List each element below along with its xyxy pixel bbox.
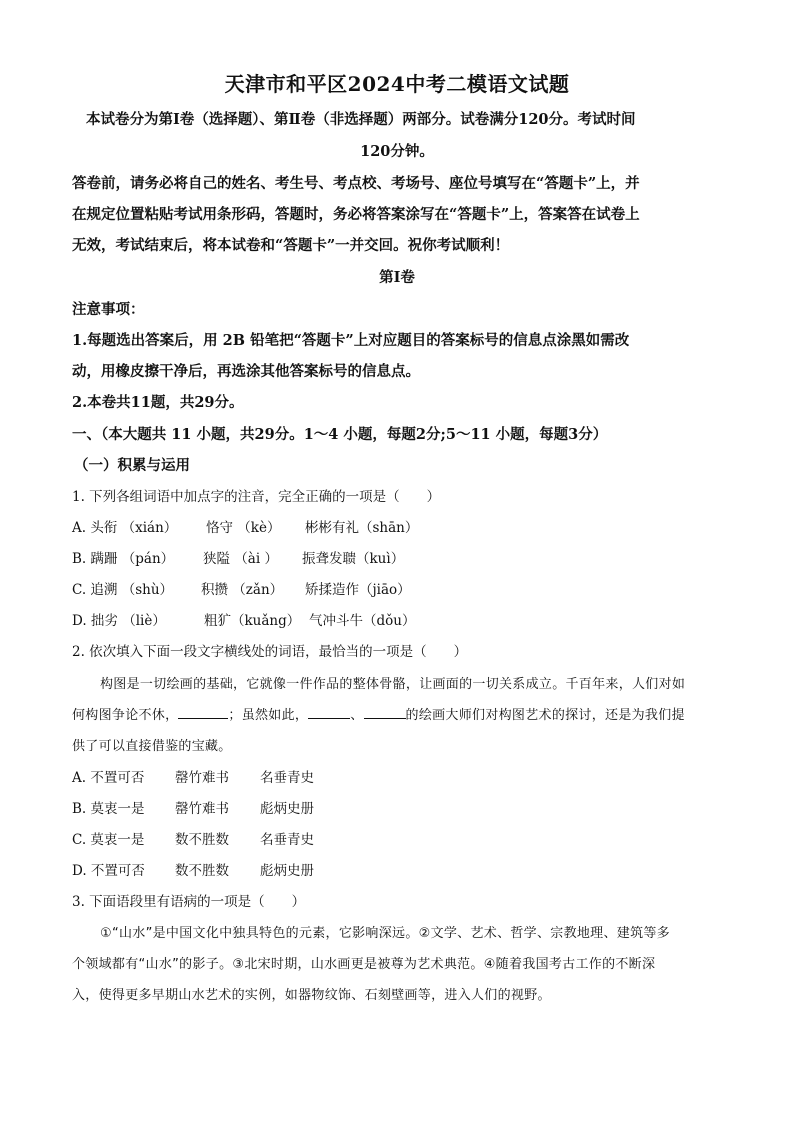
q2-passage-line-3: 供了可以直接借鉴的宝藏。 [72, 739, 232, 754]
q2-passage-text-a: 何构图争论不休， [72, 708, 179, 723]
q2-option-c-word1: C. 莫衷一是 [72, 832, 145, 848]
q2-option-c-word3: 名垂青史 [260, 832, 314, 848]
q2-option-a-word2: 罄竹难书 [175, 770, 229, 786]
q2-option-d-word1: D. 不置可否 [72, 863, 145, 879]
intro-line-5: 无效，考试结束后，将本试卷和“答题卡”一并交回。祝你考试顺利！ [72, 237, 510, 254]
q2-blank-2 [308, 706, 350, 719]
q2-option-a-word1: A. 不置可否 [72, 770, 145, 786]
notice-heading: 注意事项： [72, 301, 145, 318]
q2-option-b-word3: 彪炳史册 [260, 801, 314, 817]
q2-option-b-word1: B. 莫衷一是 [72, 801, 145, 817]
q1-option-b-word3: 振聋发聩（kuì） [302, 551, 405, 567]
q2-blank-1 [178, 706, 228, 719]
q1-option-d-word2: 粗犷（kuǎng） [204, 613, 301, 629]
volume-heading: 第Ⅰ卷 [379, 269, 415, 286]
q2-passage-text-d: 的绘画大师们对构图艺术的探讨，还是为我们提 [405, 708, 685, 723]
question-3-stem: 3. 下面语段里有语病的一项是（ ） [72, 894, 306, 910]
q1-option-b-word2: 狭隘 （ài ） [203, 551, 278, 567]
q2-option-a-word3: 名垂青史 [260, 770, 314, 786]
q1-option-b-word1: B. 蹒跚 （pán） [72, 551, 175, 567]
q2-option-d-word3: 彪炳史册 [260, 863, 314, 879]
question-1-stem: 1. 下列各组词语中加点字的注音，完全正确的一项是（ ） [72, 489, 441, 505]
q1-option-a-word1: A. 头衔 （xián） [72, 520, 178, 536]
q2-passage-text-c: 、 [350, 708, 364, 723]
section-heading: 一、（本大题共 11 小题，共29分。1～4 小题，每题2分;5～11 小题，每题3分） [72, 426, 608, 443]
q2-passage-line-2 [72, 704, 685, 723]
q1-option-a-word3: 彬彬有礼（shān） [305, 520, 419, 536]
q1-option-a-word2: 恪守 （kè） [206, 520, 281, 536]
intro-line-1: 本试卷分为第Ⅰ卷（选择题）、第Ⅱ卷（非选择题）两部分。试卷满分120分。考试时间 [86, 111, 636, 128]
q2-blank-3 [364, 706, 406, 719]
intro-line-3: 答卷前，请务必将自己的姓名、考生号、考点校、考场号、座位号填写在“答题卡”上，并 [72, 175, 640, 192]
q3-passage-line-2: 个领域都有“山水”的影子。③北宋时期，山水画更是被尊为艺术典范。④随着我国考古工作的不断深 [72, 957, 656, 972]
subsection-heading: （一）积累与运用 [74, 457, 190, 474]
q1-option-d-word3: 气冲斗牛（dǒu） [309, 613, 416, 629]
q3-passage-line-3: 入，使得更多早期山水艺术的实例，如器物纹饰、石刻壁画等，进入人们的视野。 [72, 988, 551, 1003]
q1-option-c-word3: 矫揉造作（jiāo） [305, 582, 411, 598]
notice-line-3: 2.本卷共11题，共29分。 [72, 394, 244, 411]
question-2-stem: 2. 依次填入下面一段文字横线处的词语，最恰当的一项是（ ） [72, 644, 468, 660]
q2-passage-text-b: ；虽然如此， [228, 708, 309, 723]
q2-option-c-word2: 数不胜数 [175, 832, 229, 848]
exam-title: 天津市和平区2024中考二模语文试题 [224, 72, 570, 96]
intro-line-4: 在规定位置粘贴考试用条形码，答题时，务必将答案涂写在“答题卡”上，答案答在试卷上 [72, 206, 640, 223]
q1-option-c-word1: C. 追溯 （shù） [72, 582, 174, 598]
q2-option-d-word2: 数不胜数 [175, 863, 229, 879]
q2-option-b-word2: 罄竹难书 [175, 801, 229, 817]
q1-option-c-word2: 积攒 （zǎn） [201, 582, 284, 598]
q1-option-d-word1: D. 拙劣 （liè） [72, 613, 166, 629]
notice-line-2: 动，用橡皮擦干净后，再选涂其他答案标号的信息点。 [72, 363, 420, 380]
intro-line-2: 120分钟。 [360, 143, 434, 160]
q3-passage-line-1: ①“山水”是中国文化中独具特色的元素，它影响深远。②文学、艺术、哲学、宗教地理、建筑等多 [100, 926, 670, 941]
notice-line-1: 1.每题选出答案后，用 2B 铅笔把“答题卡”上对应题目的答案标号的信息点涂黑如需改 [72, 332, 630, 349]
q2-passage-line-1: 构图是一切绘画的基础，它就像一件作品的整体骨骼，让画面的一切关系成立。千百年来，人们对如 [100, 677, 686, 692]
